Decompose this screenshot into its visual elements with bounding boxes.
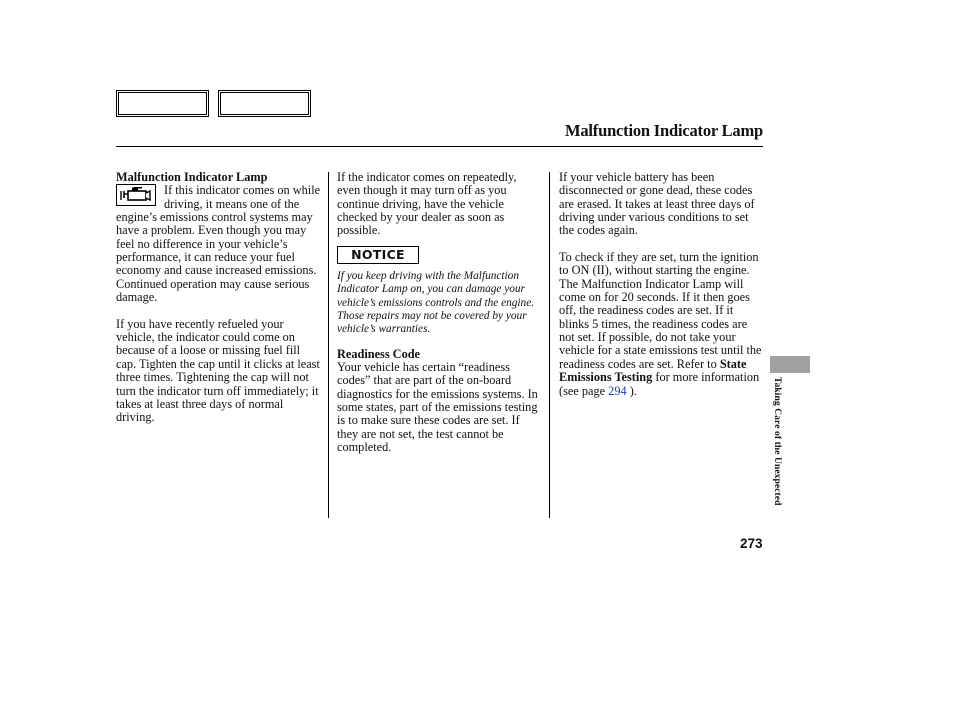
column-divider-2	[549, 172, 550, 518]
readiness-paragraph-2: If your vehicle battery has been disconnected or gone dead, these codes are erased. It takes at least three days of driving under various conditions to set the codes again.	[559, 170, 755, 238]
notice-label: NOTICE	[337, 246, 419, 264]
column-2	[337, 171, 541, 455]
notice-text: If you keep driving with the Malfunction Indicator Lamp on, you can damage your vehicle’s emissions controls and the engine. Those repairs may not be covered by your vehicle’s warranties.	[337, 269, 535, 336]
section-heading-mil: Malfunction Indicator Lamp	[116, 170, 268, 184]
mil-paragraph-2: If you have recently refueled your vehicle, the indicator could come on because of a loose or missing fuel fill cap. Tighten the cap until it clicks at least three times. Tightening the cap will not turn the indicator turn off immediately; it takes at least three days of normal driving.	[116, 316, 320, 425]
nav-button-2[interactable]	[218, 90, 311, 117]
page-title: Malfunction Indicator Lamp	[564, 121, 763, 140]
column-divider-1	[328, 172, 329, 518]
page-number: 273	[740, 536, 763, 551]
state-emissions-reference: State Emissions Testing	[559, 356, 747, 385]
readiness-text-end: ).	[626, 383, 637, 398]
side-tab-marker	[770, 356, 810, 373]
mil-paragraph-3: If the indicator comes on repeatedly, even though it may turn off as you continue driving, have the vehicle checked by your dealer as soon as possible.	[337, 170, 517, 238]
readiness-paragraph-1: Your vehicle has certain “readiness codes” that are part of the on-board diagnostics for the emissions systems. In some states, part of the emissions testing is to make sure these codes are set. If they are not set, the test cannot be completed.	[337, 360, 538, 455]
mil-paragraph-1: If this indicator comes on while driving, it means one of the engine’s emissions control systems may have a problem. Even though you may feel no difference in your vehicle’s performance, it can reduce your fuel economy and cause increased emissions. Continued operation may cause serious damage.	[116, 183, 321, 305]
column-3	[559, 171, 764, 398]
page-link-294[interactable]: 294	[608, 383, 627, 398]
side-tab-label: Taking Care of the Unexpected	[772, 377, 782, 506]
nav-button-1[interactable]	[116, 90, 209, 117]
check-engine-icon	[116, 184, 156, 206]
readiness-text-start: To check if they are set, turn the ignition to ON (II), without starting the engine. The Malfunction Indicator Lamp will come on for 20 seconds. If it then goes off, the readiness codes are set. If it blinks 5 times, the readiness codes are not set. If possible, do not take your vehicle for a state emissions test until the readiness codes are set. Refer to	[559, 250, 762, 371]
readiness-text-mid: for more information (see page	[559, 370, 760, 398]
section-heading-readiness: Readiness Code	[337, 346, 421, 361]
title-divider	[116, 146, 763, 147]
column-1	[116, 171, 322, 425]
readiness-paragraph-3	[559, 251, 764, 398]
